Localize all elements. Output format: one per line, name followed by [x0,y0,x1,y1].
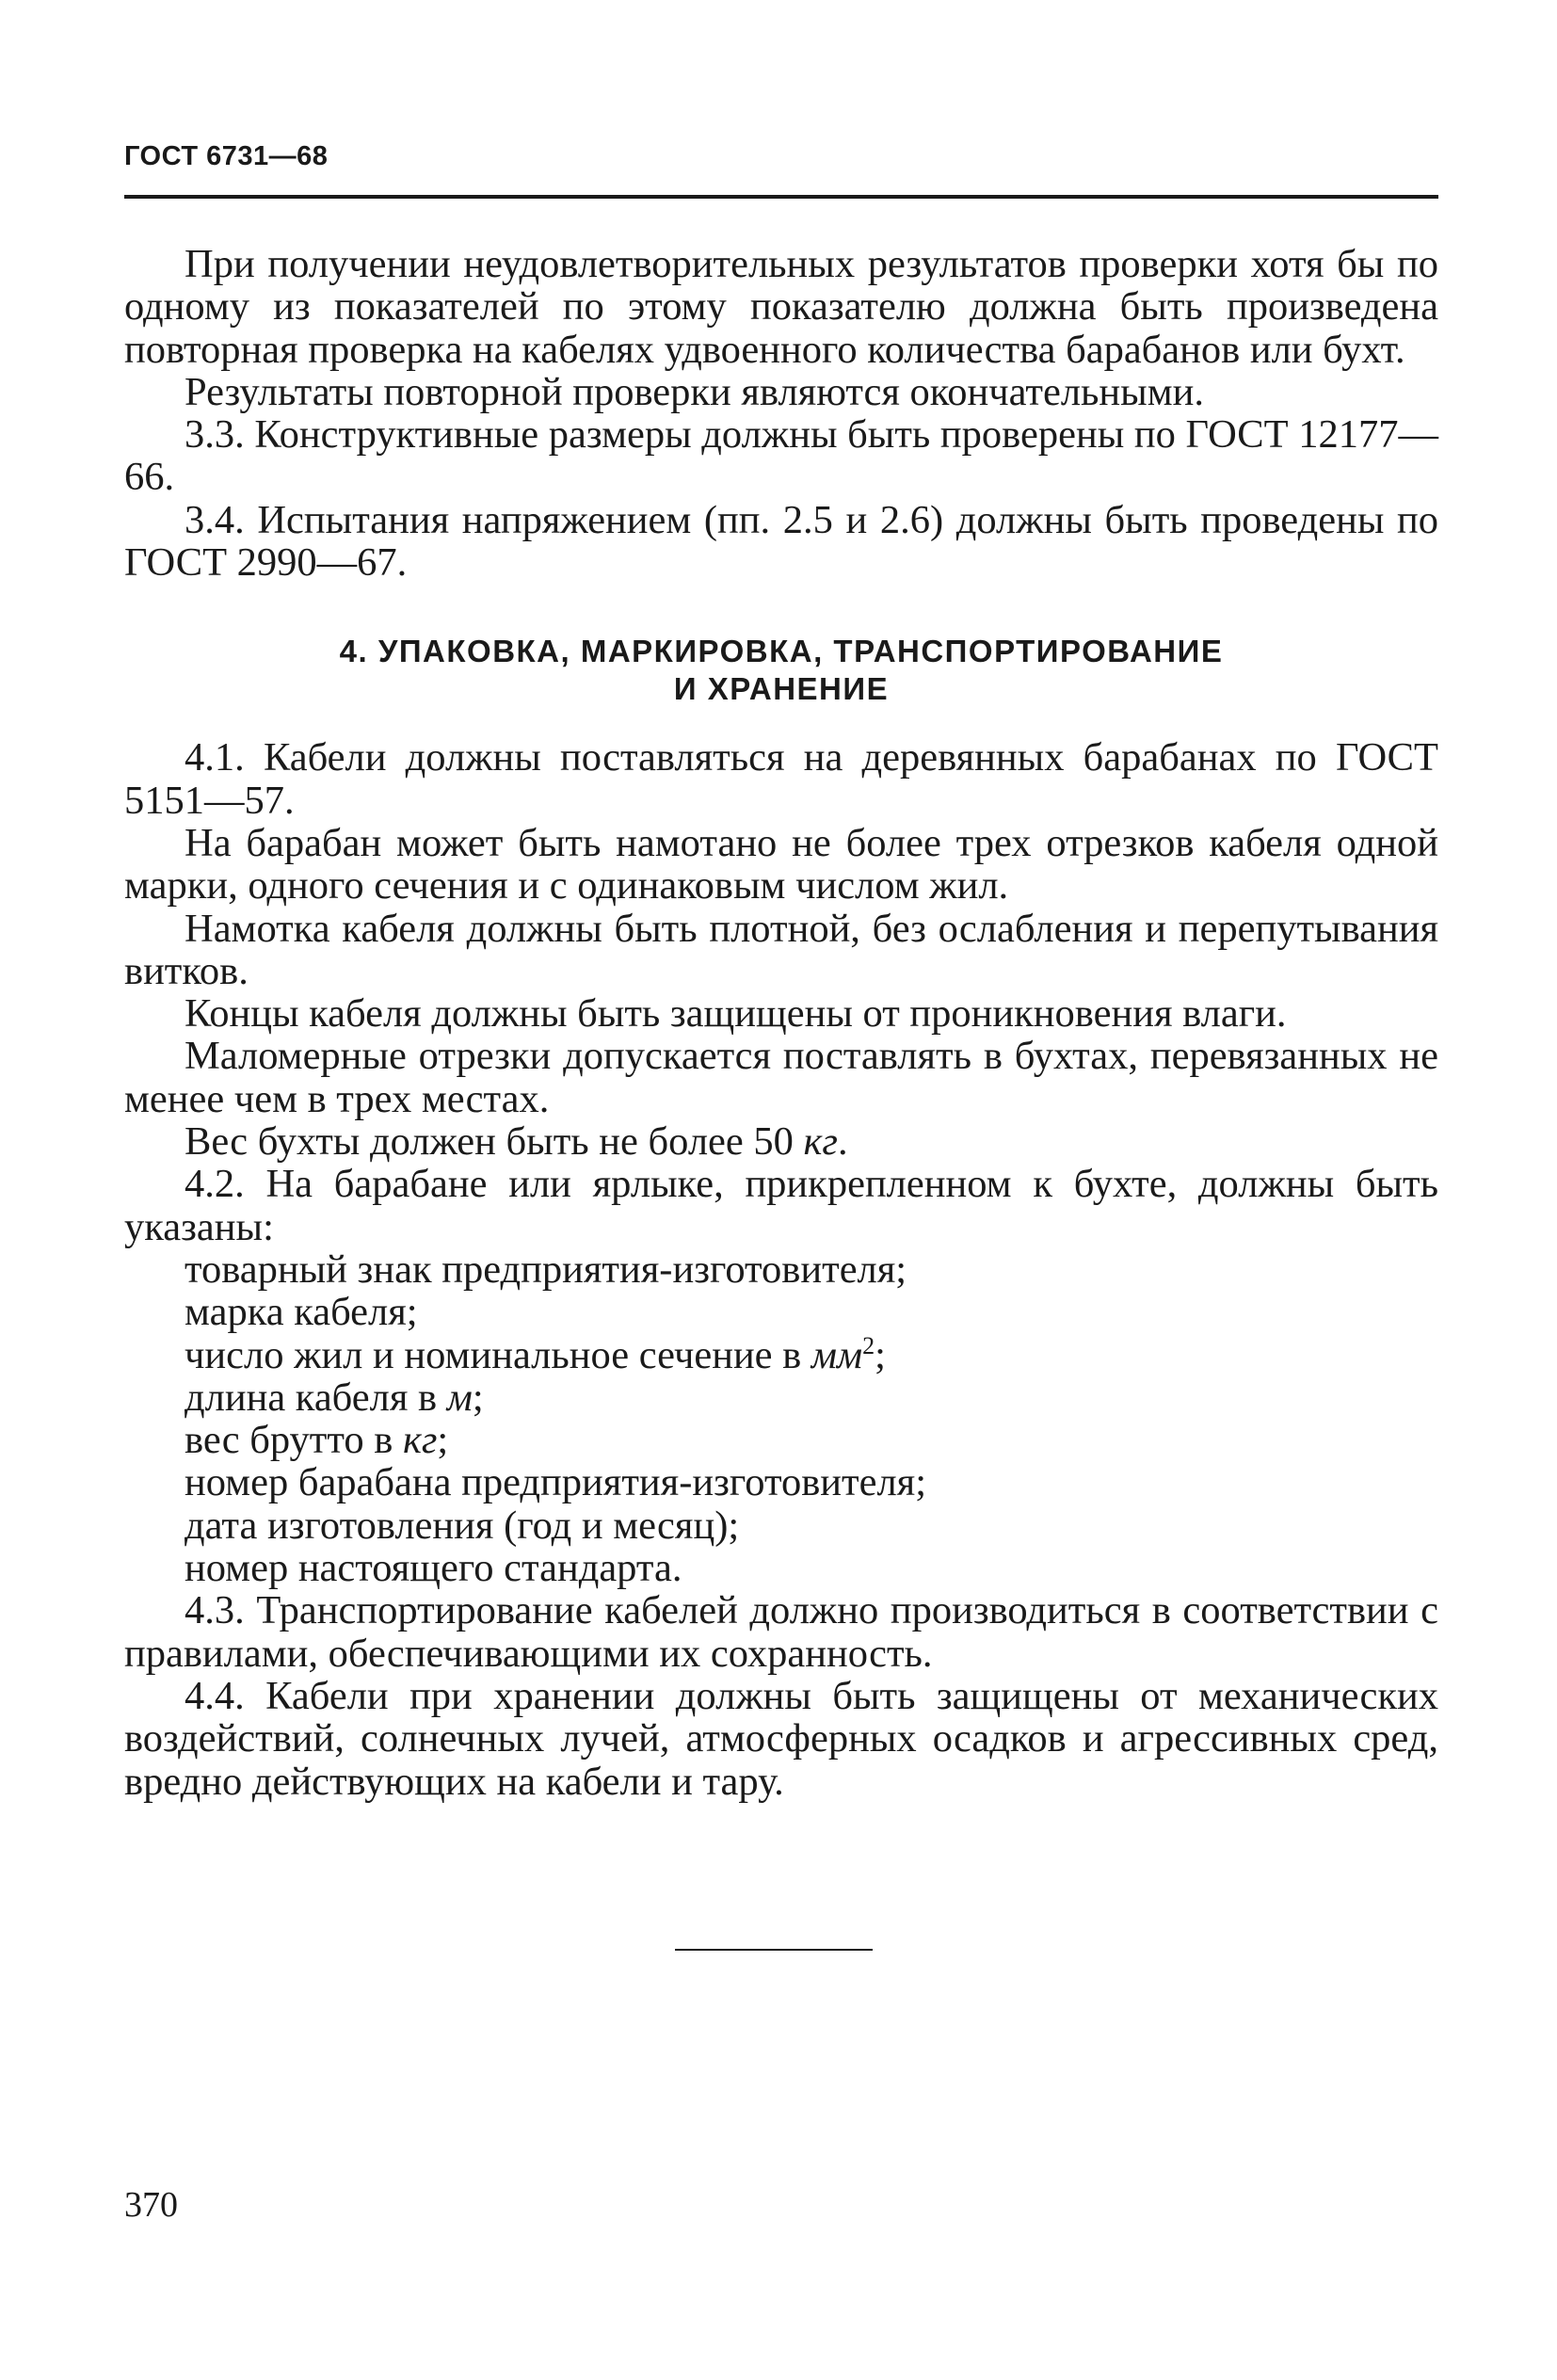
list-item [124,1331,1438,1377]
section-4-heading [124,633,1438,708]
list-item-end: ; [472,1375,484,1420]
list-item: номер настоящего стандарта. [185,1546,682,1591]
paragraph-4-1: 4.1. Кабели должны поставляться на деревянных барабанах по ГОСТ 5151—57. [124,735,1438,823]
coil-weight-end: . [837,1119,848,1165]
list-item-end: ; [875,1332,886,1377]
list-item: марка кабеля; [185,1290,418,1335]
paragraph-repeat-check: При получении неудовлетворительных результатов проверки хотя бы по одному из показателей по этому показателю должна быть произведена повторная проверка на кабелях удвоенного количества барабанов или бухт. [124,242,1438,372]
list-item-unit: мм [811,1332,863,1377]
list-item-superscript: 2 [862,1331,875,1359]
footer-divider [675,1949,873,1951]
paragraph-coil-weight [124,1120,1438,1163]
list-item-end: ; [437,1418,449,1463]
paragraph-winding-density: Намотка кабеля должны быть плотной, без ослабления и перепутывания витков. [124,906,1438,993]
list-item-text: вес брутто в [185,1418,403,1463]
paragraph-cable-ends: Концы кабеля должны быть защищены от проникновения влаги. [185,991,1287,1037]
list-item-text: длина кабеля в [185,1375,447,1420]
list-item-unit: м [446,1375,473,1420]
paragraph-4-2: 4.2. На барабане или ярлыке, прикрепленном к бухте, должны быть указаны: [124,1162,1438,1249]
page-number: 370 [124,2185,178,2225]
coil-weight-text: Вес бухты должен быть не более 50 [185,1119,804,1165]
list-item [124,1419,1438,1461]
section-4-heading-line2: И ХРАНЕНИЕ [673,671,890,707]
list-item: товарный знак предприятия-изготовителя; [185,1246,907,1292]
header-rule [124,195,1438,199]
document-header: ГОСТ 6731—68 [124,141,329,171]
paragraph-final-results: Результаты повторной проверки являются окончательными. [185,369,1204,414]
paragraph-3-4: 3.4. Испытания напряжением (пп. 2.5 и 2.6) должны быть проведены по ГОСТ 2990—67. [124,497,1438,586]
marking-list [124,1248,1438,1589]
paragraph-4-4: 4.4. Кабели при хранении должны быть защищены от механических воздействий, солнечных лучей, атмосферных осадков и агрессивных сред, вредно действующих на кабели и тару. [124,1673,1438,1804]
list-item: дата изготовления (год и месяц); [185,1503,740,1548]
list-item: номер барабана предприятия-изготовителя; [185,1460,927,1505]
paragraph-short-lengths: Маломерные отрезки допускается поставлять в бухтах, перевязанных не менее чем в трех местах. [124,1034,1438,1121]
list-item-unit: кг [402,1418,438,1463]
paragraph-drum-winding: На барабан может быть намотано не более трех отрезков кабеля одной марки, одного сечения и с одинаковым числом жил. [124,820,1438,909]
list-item-text: число жил и номинальное сечение в [185,1332,811,1377]
section-4-heading-line1: 4. УПАКОВКА, МАРКИРОВКА, ТРАНСПОРТИРОВАНИЕ [339,634,1224,669]
paragraph-3-3: 3.3. Конструктивные размеры должны быть проверены по ГОСТ 12177—66. [124,412,1438,500]
paragraph-4-3: 4.3. Транспортирование кабелей должно производиться в соответствии с правилами, обеспечивающими их сохранность. [124,1588,1438,1676]
list-item [124,1376,1438,1419]
coil-weight-unit: кг [803,1119,838,1165]
page-body [124,243,1438,1803]
